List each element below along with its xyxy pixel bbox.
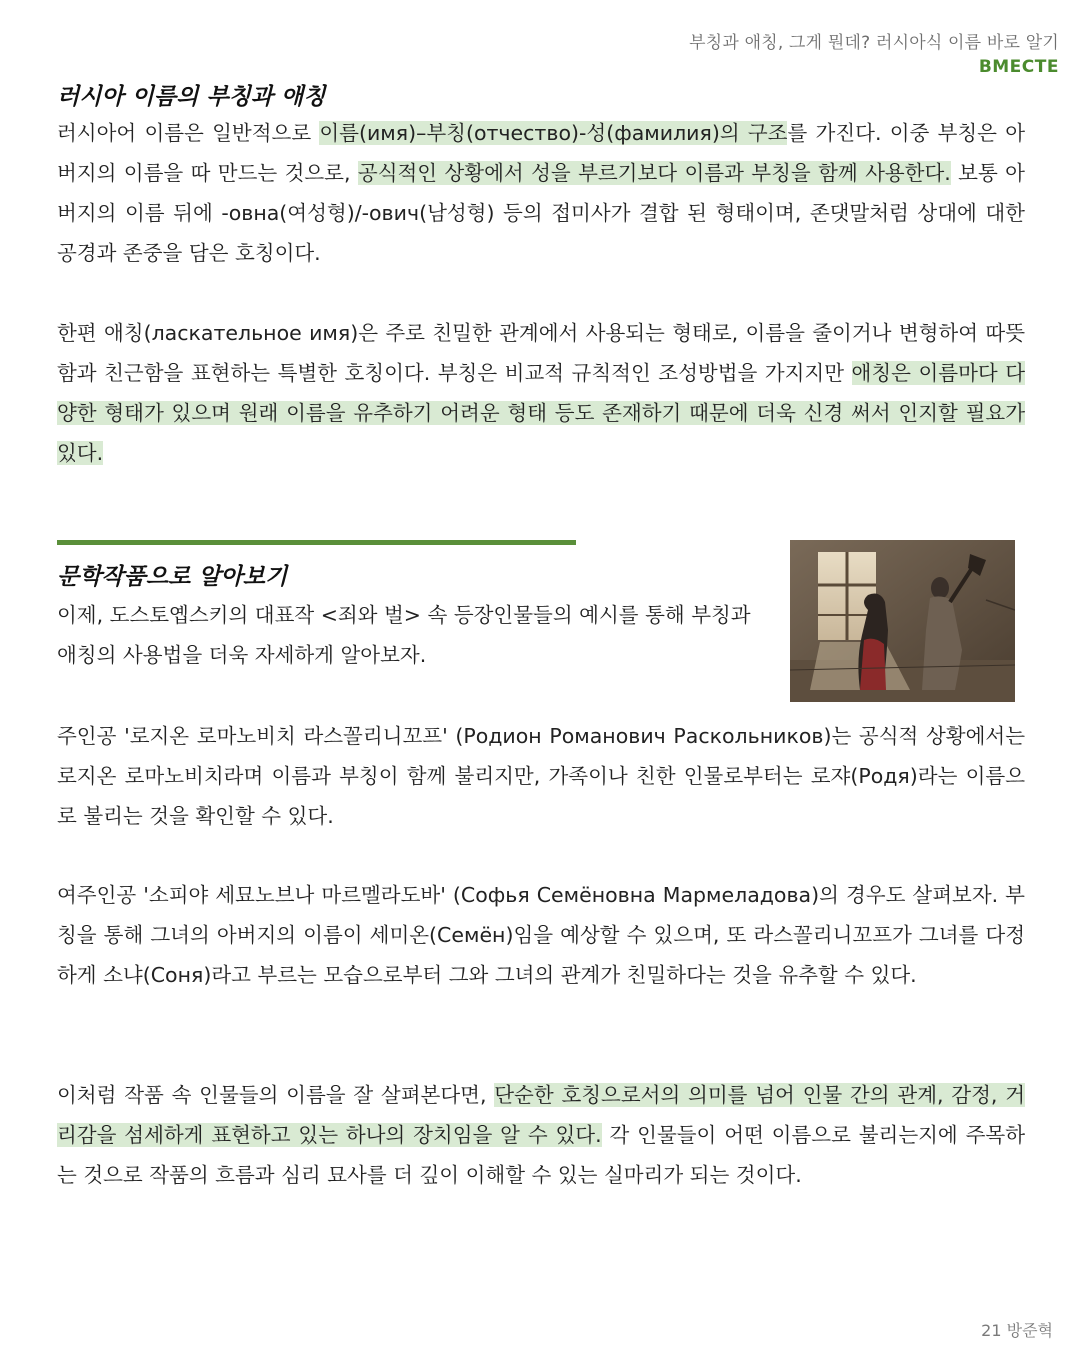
text-run: 이처럼 작품 속 인물들의 이름을 잘 살펴본다면, bbox=[57, 1083, 495, 1107]
paragraph-conclusion bbox=[57, 1075, 1025, 1195]
section-heading-patronymic: 러시아 이름의 부칭과 애칭 bbox=[57, 84, 326, 110]
section-heading-literature: 문학작품으로 알아보기 bbox=[57, 564, 288, 590]
text-run: 각 인물들이 어떤 이름으로 불리는지에 주목하는 것으로 작품의 흐름과 심리 묘사를 더 깊이 이해할 수 있는 실마리가 되는 것이다. bbox=[57, 1123, 1026, 1187]
paragraph-intro: 이제, 도스토옙스키의 대표작 <죄와 벌> 속 등장인물들의 예시를 통해 부칭과 애칭의 사용법을 더욱 자세하게 알아보자. bbox=[57, 603, 751, 667]
text-run: 를 가진다. 이중 부칭은 아버지의 이름을 따 만드는 것으로, bbox=[57, 121, 1026, 185]
text-run: 한편 애칭(ласкательное имя)은 주로 친밀한 관계에서 사용되는 형태로, 이름을 줄이거나 변형하여 따뜻함과 친근함을 표현하는 특별한 호칭이다. 부칭은 비교적 규칙적인 조성방법을 가지지만 bbox=[57, 321, 1025, 385]
paragraph-patronymic bbox=[57, 113, 1025, 273]
header-title: 부칭과 애칭, 그게 뭔데? 러시아식 이름 바로 알기 bbox=[689, 33, 1059, 53]
highlight-naming-device: 단순한 호칭으로서의 의미를 넘어 인물 간의 관계, 감정, 거리감을 섬세하게 표현하고 있는 하나의 장치임을 알 수 있다. bbox=[57, 1083, 1025, 1147]
highlight-formal-usage: 공식적인 상황에서 성을 부르기보다 이름과 부칭을 함께 사용한다. bbox=[357, 161, 951, 185]
paragraph-sonya: 여주인공 '소피야 세묘노브나 마르멜라도바' (Софья Семёновна Мармеладова)의 경우도 살펴보자. 부칭을 통해 그녀의 아버지의 이름이 세미온(Семён)임을 예상할 수 있으며, 또 라스꼴리니꼬프가 그녀를 다정하게 소냐(Соня)라고 부르는 모습으로부터 그와 그녀의 관계가 친밀하다는 것을 유추할 수 있다. bbox=[57, 883, 1025, 987]
highlight-name-structure: 이름(имя)–부칭(отчество)-성(фамилия)의 구조 bbox=[319, 121, 788, 145]
text-run: 러시아어 이름은 일반적으로 bbox=[57, 121, 320, 145]
section-divider bbox=[57, 540, 576, 545]
crime-and-punishment-illustration bbox=[790, 540, 1015, 702]
text-run: 보통 아버지의 이름 뒤에 -овна(여성형)/-ович(남성형) 등의 접미사가 결합 된 형태이며, 존댓말처럼 상대에 대한 공경과 존중을 담은 호칭이다. bbox=[57, 161, 1025, 265]
highlight-diminutive-variety: 애칭은 이름마다 다양한 형태가 있으며 원래 이름을 유추하기 어려운 형태 등도 존재하기 때문에 더욱 신경 써서 인지할 필요가 있다. bbox=[57, 361, 1025, 465]
paragraph-diminutive bbox=[57, 313, 1025, 473]
paragraph-raskolnikov: 주인공 '로지온 로마노비치 라스꼴리니꼬프' (Родион Романович Раскольников)는 공식적 상황에서는 로지온 로마노비치라며 이름과 부칭이 함께 불리지만, 가족이나 친한 인물로부터는 로쟈(Родя)라는 이름으로 불리는 것을 확인할 수 있다. bbox=[57, 724, 1025, 828]
header-brand: BMECTE bbox=[978, 57, 1059, 77]
page-number-author: 21 방준혁 bbox=[981, 1321, 1053, 1340]
